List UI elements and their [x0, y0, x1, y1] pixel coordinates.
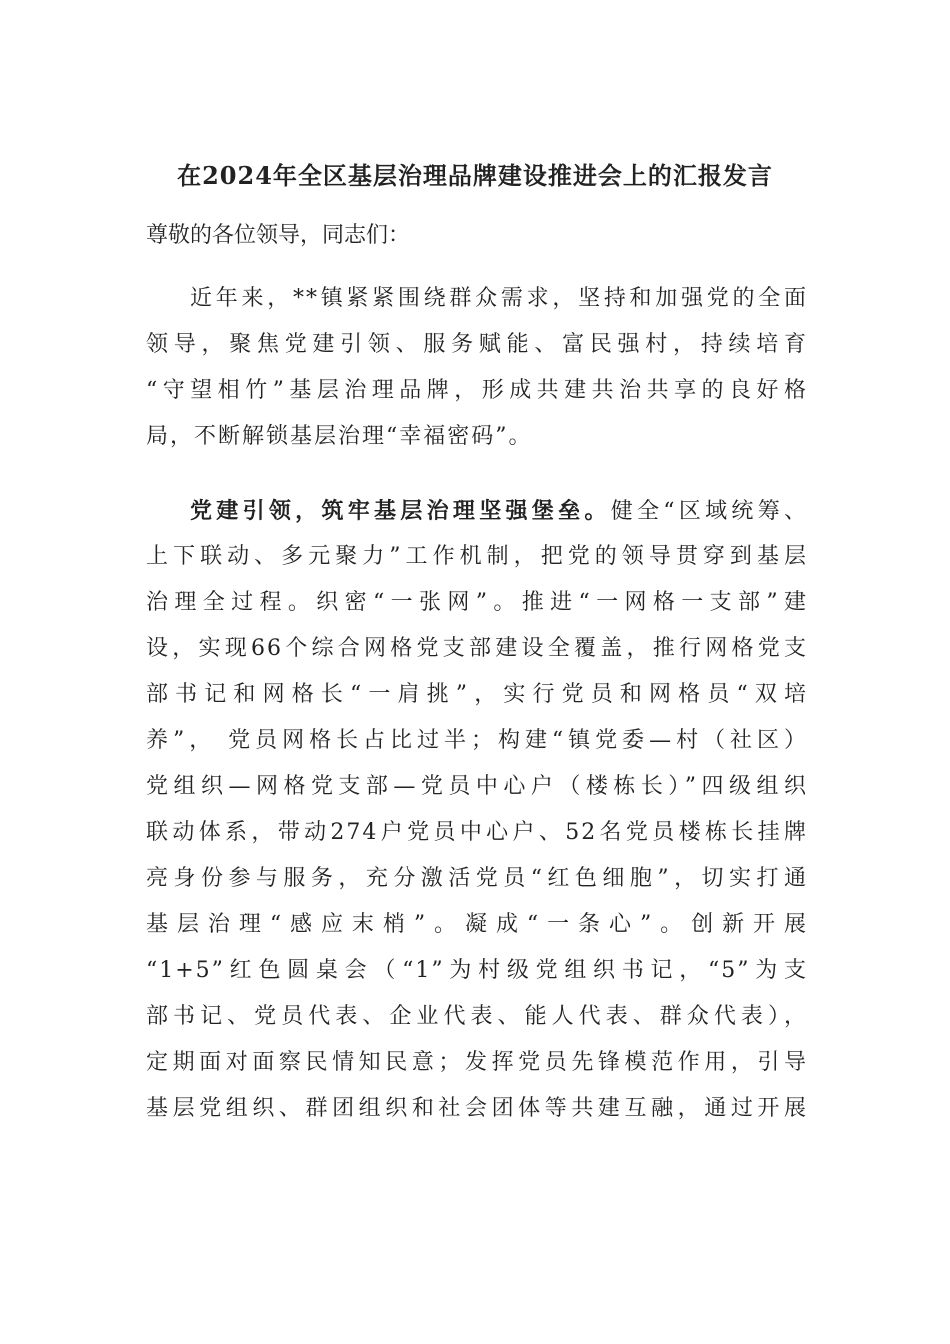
- paragraph-line: 基层党组织、群团组织和社会团体等共建互融，通过开展: [146, 1096, 808, 1121]
- paragraph-line: 近年来，**镇紧紧围绕群众需求，坚持和加强党的全面: [190, 286, 808, 311]
- paragraph-line: “1+5”红色圆桌会（“1”为村级党组织书记，“5”为支: [146, 958, 808, 983]
- paragraph-line: 党组织—网格党支部—党员中心户（楼栋长）”四级组织: [146, 774, 808, 799]
- paragraph-line: 养”， 党员网格长占比过半；构建“镇党委—村（社区）: [146, 728, 808, 753]
- document-title: 在2024年全区基层治理品牌建设推进会上的汇报发言: [177, 161, 773, 190]
- paragraph-line: 部书记和网格长“一肩挑”，实行党员和网格员“双培: [146, 682, 808, 707]
- paragraph-line: 上下联动、多元聚力”工作机制，把党的领导贯穿到基层: [146, 544, 808, 569]
- paragraph-line: 定期面对面察民情知民意；发挥党员先锋模范作用，引导: [146, 1050, 808, 1075]
- paragraph-intro: [146, 276, 808, 460]
- paragraph-line: 基层治理“感应末梢”。凝成“一条心”。创新开展: [146, 912, 808, 937]
- paragraph-line: 领导，聚焦党建引领、服务赋能、富民强村，持续培育: [146, 332, 808, 357]
- paragraph-line: 局，不断解锁基层治理“幸福密码”。: [146, 424, 533, 449]
- paragraph-line: 亮身份参与服务，充分激活党员“红色细胞”，切实打通: [146, 866, 808, 891]
- paragraph-line: 联动体系，带动274户党员中心户、52名党员楼栋长挂牌: [146, 820, 808, 845]
- paragraph-line: 部书记、党员代表、企业代表、能人代表、群众代表），: [146, 1004, 808, 1029]
- paragraph-party-building: [146, 488, 808, 1132]
- salutation: 尊敬的各位领导，同志们：: [146, 223, 411, 248]
- section-heading-inline: 党建引领，筑牢基层治理坚强堡垒。: [190, 498, 611, 524]
- paragraph-line-rest: 健全“区域统筹、: [610, 499, 808, 524]
- paragraph-line: “守望相竹”基层治理品牌，形成共建共治共享的良好格: [146, 378, 808, 403]
- paragraph-line: 治理全过程。织密“一张网”。推进“一网格一支部”建: [146, 590, 808, 615]
- paragraph-line: 设，实现66个综合网格党支部建设全覆盖，推行网格党支: [146, 636, 808, 661]
- paragraph-first-line: [146, 488, 808, 534]
